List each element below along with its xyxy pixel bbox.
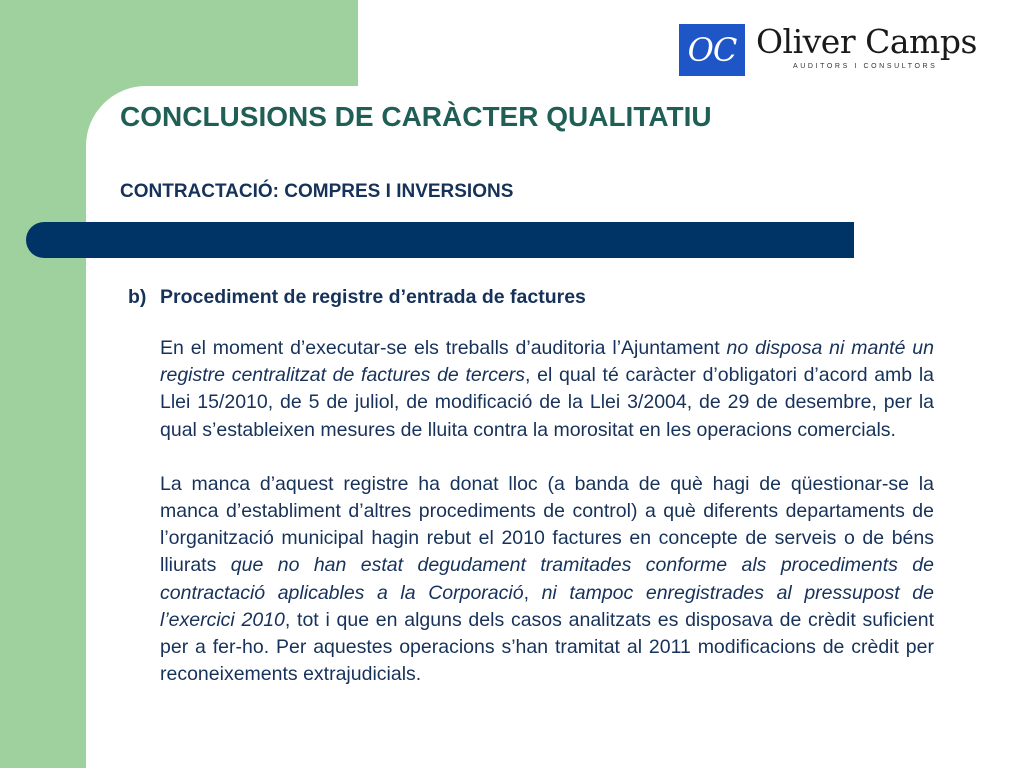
company-logo-mark — [679, 24, 745, 76]
section-heading-text: Procediment de registre d’entrada de factures — [160, 286, 586, 308]
paragraph-2-italic-2: ni tampoc enregistrades al pressupost de l’exercici 2010 — [160, 581, 934, 631]
paragraph-1-italic: no disposa ni manté un registre centralitzat de factures de tercers — [160, 337, 934, 387]
company-logo-name: Oliver Camps — [756, 22, 977, 61]
paragraph-2 — [160, 471, 934, 689]
paragraph-2-separator: , — [523, 581, 542, 604]
paragraph-2-text: La manca d’aquest registre ha donat lloc (a banda de què hagi de qüestionar-se la manca d’establiment d’altres procediments de control) a què diferents departaments de l’organització municipal hagin rebut el 2010 factures en concepte de serveis o de béns lliurats — [160, 472, 934, 577]
paragraph-2-text-end: , tot i que en alguns dels casos analitzats es disposava de crèdit suficient per a fer-ho. Per aquestes operacions s’han tramitat al 2011 modificacions de crèdit per reconeixements extrajudicials. — [160, 608, 935, 686]
slide-body — [128, 286, 934, 715]
section-letter: b) — [128, 286, 147, 308]
section-heading — [128, 286, 934, 309]
slide-title: CONCLUSIONS DE CARÀCTER QUALITATIU — [120, 101, 712, 132]
paragraph-1 — [160, 335, 934, 444]
paragraph-1-text-end: , el qual té caràcter d’obligatori d’acord amb la Llei 15/2010, de 5 de juliol, de modificació de la Llei 3/2004, de 29 de desembre, per la qual s’estableixen mesures de lluita contra la morositat en les operacions comercials. — [160, 364, 934, 441]
paragraph-1-text: En el moment d’executar-se els treballs d’auditoria l’Ajuntament — [160, 337, 727, 359]
logo-monogram: OC — [687, 31, 737, 69]
company-logo-tagline: AUDITORS I CONSULTORS — [793, 63, 938, 70]
divider-bar — [26, 222, 854, 258]
paragraph-2-italic: que no han estat degudament tramitades conforme als procediments de contractació aplicables a la Corporació — [160, 554, 934, 604]
slide-subtitle: CONTRACTACIÓ: COMPRES I INVERSIONS — [120, 181, 514, 202]
